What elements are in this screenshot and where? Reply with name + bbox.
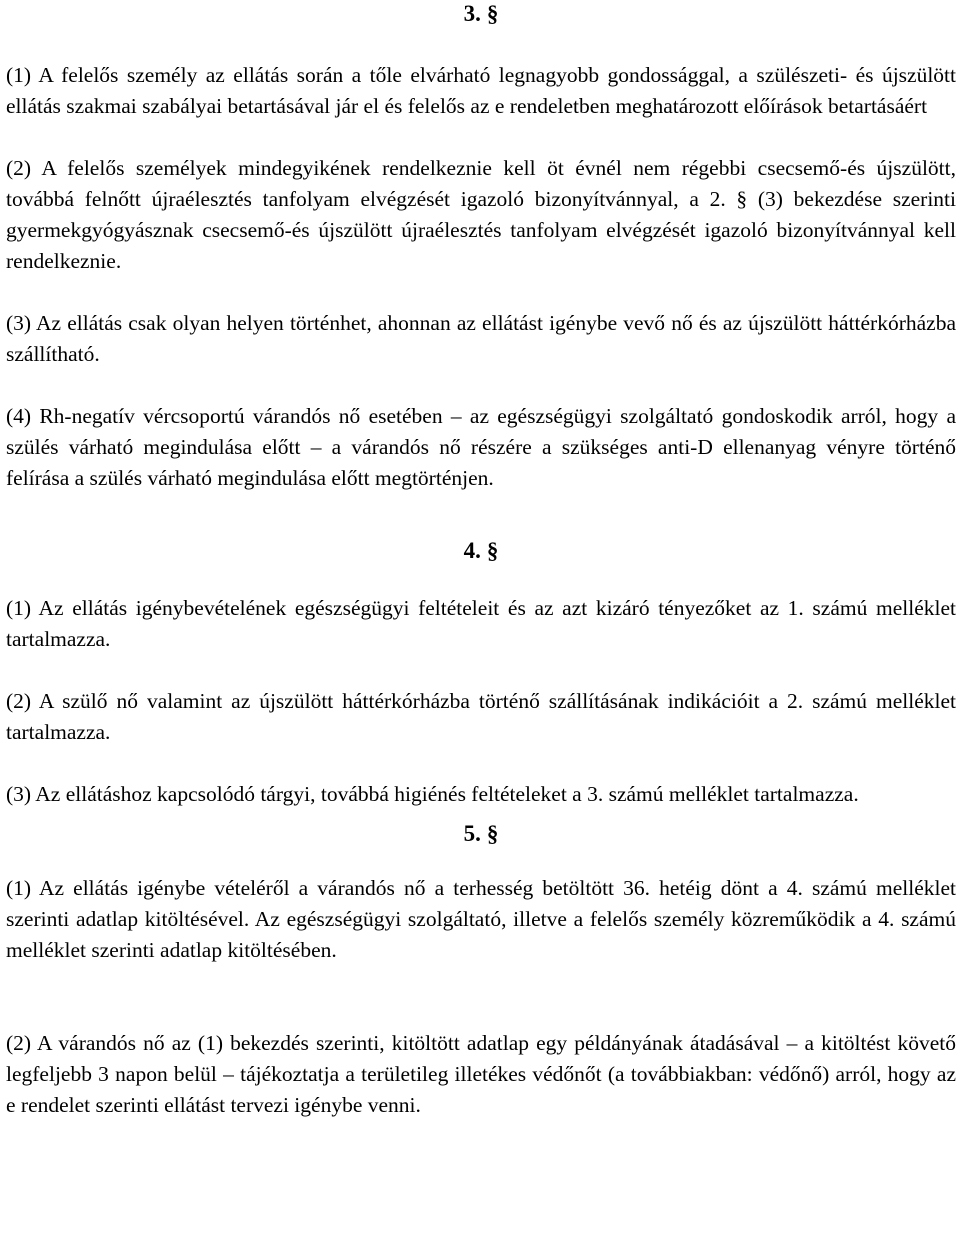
paragraph-3-4: (4) Rh-negatív vércsoportú várandós nő esetében – az egészségügyi szolgáltató gondoskodik arról, hogy a szülés várható megindulása előtt – a várandós nő részére a szükséges anti-D ellenanyag vényre történő felírása a szülés várható megindulása előtt megtörténjen. xyxy=(6,404,956,490)
paragraph-5-2: (2) A várandós nő az (1) bekezdés szerinti, kitöltött adatlap egy példányának átadásával – a kitöltést követő legfeljebb 3 napon belül – tájékoztatja a területileg illetékes védőnőt (a továbbiakban: védőnő) arról, hogy az e rendelet szerinti ellátást tervezi igénybe venni. xyxy=(6,1031,956,1117)
document-page xyxy=(6,0,956,1121)
section-heading-3 xyxy=(6,0,956,29)
section-number: 3. xyxy=(463,1,481,26)
section-sign: § xyxy=(486,821,499,846)
paragraph-4-1: (1) Az ellátás igénybevételének egészségügyi feltételeit és az azt kizáró tényezőket az 1. számú melléklet tartalmazza. xyxy=(6,596,956,651)
paragraph-3-2: (2) A felelős személyek mindegyikének rendelkeznie kell öt évnél nem régebbi csecsemő-és újszülött, továbbá felnőtt újraélesztés tanfolyam elvégzését igazoló bizonyítvánnyal, a 2. § (3) bekezdése szerinti gyermekgyógyásznak csecsemő-és újszülött újraélesztés tanfolyam elvégzését igazoló bizonyítvánnyal kell rendelkeznie. xyxy=(6,156,956,273)
paragraph-4-2: (2) A szülő nő valamint az újszülött háttérkórházba történő szállításának indikációit a 2. számú melléklet tartalmazza. xyxy=(6,689,956,744)
section-heading-5 xyxy=(6,818,956,849)
paragraph-3-3: (3) Az ellátás csak olyan helyen történhet, ahonnan az ellátást igénybe vevő nő és az újszülött háttérkórházba szállítható. xyxy=(6,311,956,366)
section-number: 5. xyxy=(463,821,481,846)
paragraph-3-1: (1) A felelős személy az ellátás során a tőle elvárható legnagyobb gondossággal, a szülészeti- és újszülött ellátás szakmai szabályai betartásával jár el és felelős az e rendeletben meghatározott előírások betartásáért xyxy=(6,63,956,118)
paragraph-4-3: (3) Az ellátáshoz kapcsolódó tárgyi, továbbá higiénés feltételeket a 3. számú melléklet tartalmazza. xyxy=(6,782,859,806)
section-sign: § xyxy=(486,538,499,563)
section-sign: § xyxy=(486,1,499,26)
section-heading-4 xyxy=(6,535,956,566)
paragraph-5-1: (1) Az ellátás igénybe vételéről a várandós nő a terhesség betöltött 36. hetéig dönt a 4. számú melléklet szerinti adatlap kitöltésével. Az egészségügyi szolgáltató, illetve a felelős személy közreműködik a 4. számú melléklet szerinti adatlap kitöltésében. xyxy=(6,876,956,962)
section-number: 4. xyxy=(463,538,481,563)
